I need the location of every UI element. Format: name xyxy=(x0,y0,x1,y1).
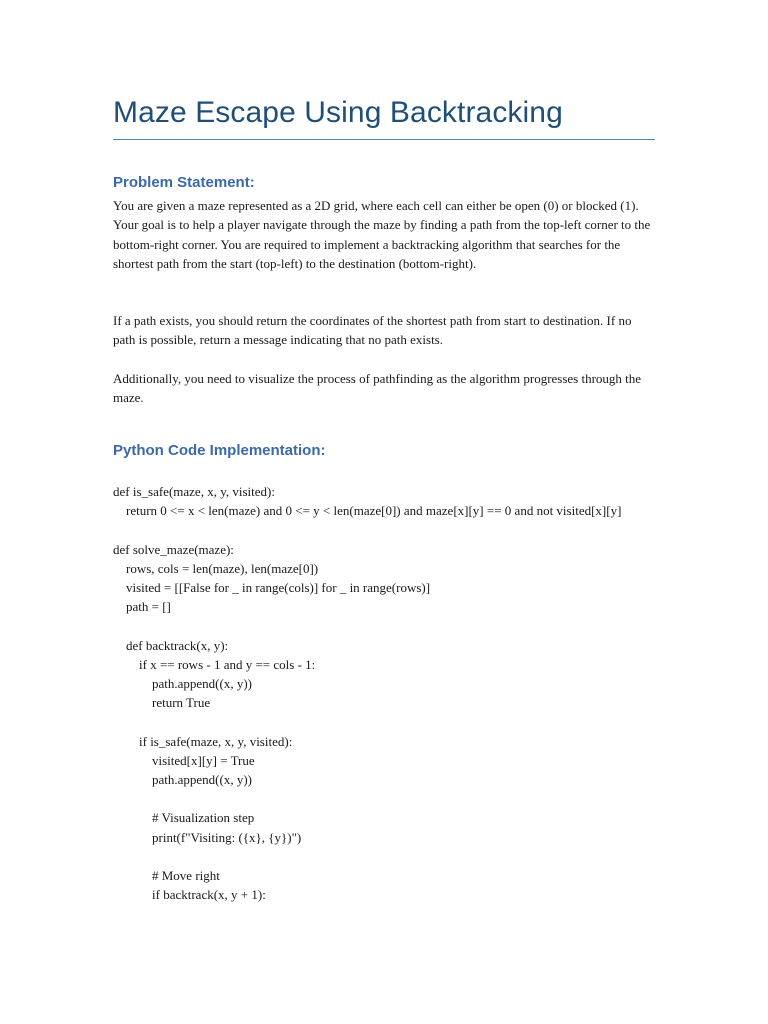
code-line xyxy=(113,789,655,808)
code-implementation-heading: Python Code Implementation: xyxy=(113,442,326,459)
code-line xyxy=(113,520,655,539)
code-line: if x == rows - 1 and y == cols - 1: xyxy=(113,656,316,672)
problem-paragraph: If a path exists, you should return the coordinates of the shortest path from start to destination. If no path is possible, return a message indicating that no path exists. xyxy=(113,313,632,348)
code-line: path.append((x, y)) xyxy=(113,676,252,691)
problem-paragraph: Additionally, you need to visualize the process of pathfinding as the algorithm progresses through the maze. xyxy=(113,371,642,406)
code-line: # Visualization step xyxy=(113,810,255,826)
code-line: def backtrack(x, y): xyxy=(113,637,229,653)
code-line: if is_safe(maze, x, y, visited): xyxy=(113,733,293,749)
code-line xyxy=(113,847,655,866)
python-code-block xyxy=(113,482,655,904)
code-line xyxy=(113,616,655,635)
code-line: def is_safe(maze, x, y, visited): xyxy=(113,484,275,499)
code-line: visited[x][y] = True xyxy=(113,752,255,768)
problem-statement-heading: Problem Statement: xyxy=(113,174,255,191)
title-underline-rule xyxy=(113,139,655,140)
code-line: def solve_maze(maze): xyxy=(113,541,234,557)
code-line: visited = [[False for _ in range(cols)] for _ in range(rows)] xyxy=(113,580,431,595)
code-line: path = [] xyxy=(113,599,171,615)
document-title: Maze Escape Using Backtracking xyxy=(113,96,563,129)
code-line: if backtrack(x, y + 1): xyxy=(113,887,266,903)
code-line: path.append((x, y)) xyxy=(113,772,252,787)
code-line xyxy=(113,712,655,731)
code-line: return True xyxy=(113,695,211,711)
code-line: rows, cols = len(maze), len(maze[0]) xyxy=(113,560,319,576)
code-line: return 0 <= x < len(maze) and 0 <= y < len(maze[0]) and maze[x][y] == 0 and not visited[x][y] xyxy=(113,503,622,519)
code-line: # Move right xyxy=(113,867,220,883)
code-line: print(f"Visiting: ({x}, {y})") xyxy=(113,829,302,845)
problem-paragraph: You are given a maze represented as a 2D grid, where each cell can either be open (0) or blocked (1). Your goal is to help a player navigate through the maze by finding a path from the top-left corner to the bottom-right corner. You are required to implement a backtracking algorithm that searches for the shortest path from the start (top-left) to the destination (bottom-right). xyxy=(113,198,651,271)
